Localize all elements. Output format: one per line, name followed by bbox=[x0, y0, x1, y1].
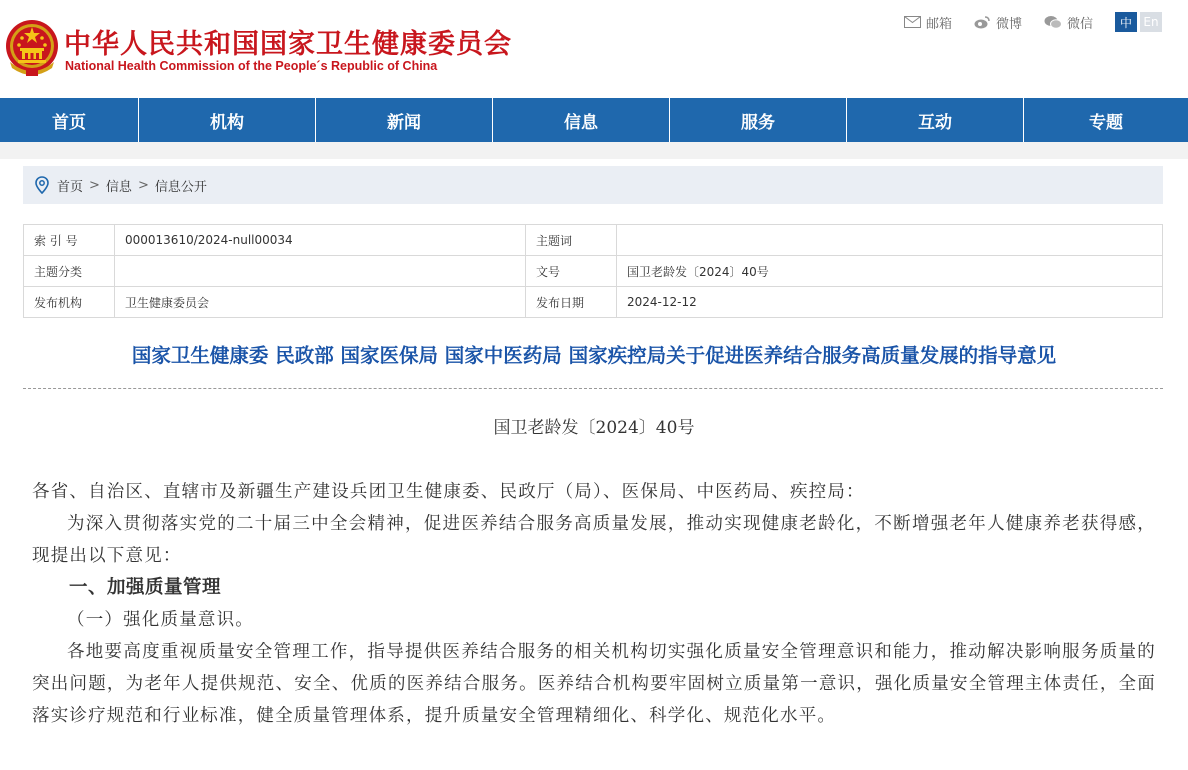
table-row bbox=[24, 225, 1163, 256]
site-title-en: National Health Commission of the People´s Republic of China bbox=[65, 59, 438, 73]
nav-item-news[interactable]: 新闻 bbox=[316, 98, 493, 142]
nav-item-services[interactable]: 服务 bbox=[670, 98, 847, 142]
docno-label: 文号 bbox=[526, 256, 617, 287]
category-label: 主题分类 bbox=[24, 256, 115, 287]
lang-en-button[interactable]: En bbox=[1140, 12, 1162, 32]
breadcrumb-disclosure[interactable]: 信息公开 bbox=[154, 179, 207, 195]
weibo-link[interactable] bbox=[974, 13, 1022, 32]
site-title[interactable]: 中华人民共和国国家卫生健康委员会 bbox=[64, 29, 512, 60]
mail-link[interactable] bbox=[904, 13, 952, 32]
wechat-label: 微信 bbox=[1066, 16, 1093, 32]
top-links bbox=[904, 12, 1162, 32]
weibo-icon bbox=[974, 15, 991, 29]
docno-value: 国卫老龄发〔2024〕40号 bbox=[617, 256, 1163, 287]
issuer-label: 发布机构 bbox=[24, 287, 115, 318]
addressee-paragraph: 各省、自治区、直辖市及新疆生产建设兵团卫生健康委、民政厅（局）、医保局、中医药局、疾控局： bbox=[32, 482, 865, 502]
nav-item-home[interactable]: 首页 bbox=[0, 98, 139, 142]
nav-gap bbox=[0, 142, 1188, 159]
intro-paragraph: 为深入贯彻落实党的二十届三中全会精神，促进医养结合服务高质量发展，推动实现健康老龄化，不断增强老年人健康养老获得感，现提出以下意见： bbox=[32, 514, 1156, 566]
issuer-value: 卫生健康委员会 bbox=[115, 287, 526, 318]
body-paragraph: 各地要高度重视质量安全管理工作，指导提供医养结合服务的相关机构切实强化质量安全管理意识和能力，推动解决影响服务质量的突出问题，为老年人提供规范、安全、优质的医养结合服务。医养结合机构要牢固树立质量第一意识，强化质量安全管理主体责任，全面落实诊疗规范和行业标准，健全质量管理体系，提升质量安全管理精细化、科学化、规范化水平。 bbox=[32, 642, 1156, 726]
table-row bbox=[24, 287, 1163, 318]
mail-icon bbox=[904, 16, 921, 28]
breadcrumb-home[interactable]: 首页 bbox=[57, 179, 84, 195]
document-meta-table bbox=[23, 224, 1163, 318]
national-emblem-icon[interactable] bbox=[4, 18, 60, 78]
breadcrumb bbox=[23, 166, 1163, 204]
mail-label: 邮箱 bbox=[925, 16, 952, 32]
lang-zh-button[interactable]: 中 bbox=[1115, 12, 1137, 32]
article-body bbox=[32, 476, 1156, 732]
nav-item-organization[interactable]: 机构 bbox=[139, 98, 316, 142]
subject-value bbox=[617, 225, 1163, 256]
weibo-label: 微博 bbox=[995, 16, 1022, 32]
document-number: 国卫老龄发〔2024〕40号 bbox=[493, 418, 695, 438]
index-label: 索 引 号 bbox=[24, 225, 115, 256]
title-divider bbox=[23, 388, 1163, 389]
nav-item-topics[interactable]: 专题 bbox=[1089, 112, 1123, 133]
breadcrumb-information[interactable]: 信息 bbox=[105, 179, 132, 195]
nav-item-information[interactable]: 信息 bbox=[493, 98, 670, 142]
category-value bbox=[115, 256, 526, 287]
nav-item-interaction[interactable]: 互动 bbox=[847, 98, 1024, 142]
subsection-heading: （一）强化质量意识。 bbox=[67, 610, 254, 630]
wechat-icon bbox=[1044, 15, 1062, 29]
section-heading: 一、加强质量管理 bbox=[69, 577, 222, 598]
location-pin-icon bbox=[35, 176, 49, 194]
site-header bbox=[0, 0, 1188, 98]
table-row bbox=[24, 256, 1163, 287]
breadcrumb-separator: > bbox=[89, 177, 100, 193]
main-nav bbox=[0, 98, 1188, 142]
wechat-link[interactable] bbox=[1044, 13, 1093, 32]
index-value: 000013610/2024-null00034 bbox=[115, 225, 526, 256]
article-title: 国家卫生健康委 民政部 国家医保局 国家中医药局 国家疾控局关于促进医养结合服务高质量发展的指导意见 bbox=[131, 344, 1057, 367]
language-switch bbox=[1115, 12, 1162, 32]
date-label: 发布日期 bbox=[526, 287, 617, 318]
breadcrumb-separator: > bbox=[137, 177, 149, 193]
subject-label: 主题词 bbox=[526, 225, 617, 256]
date-value: 2024-12-12 bbox=[617, 287, 1163, 318]
